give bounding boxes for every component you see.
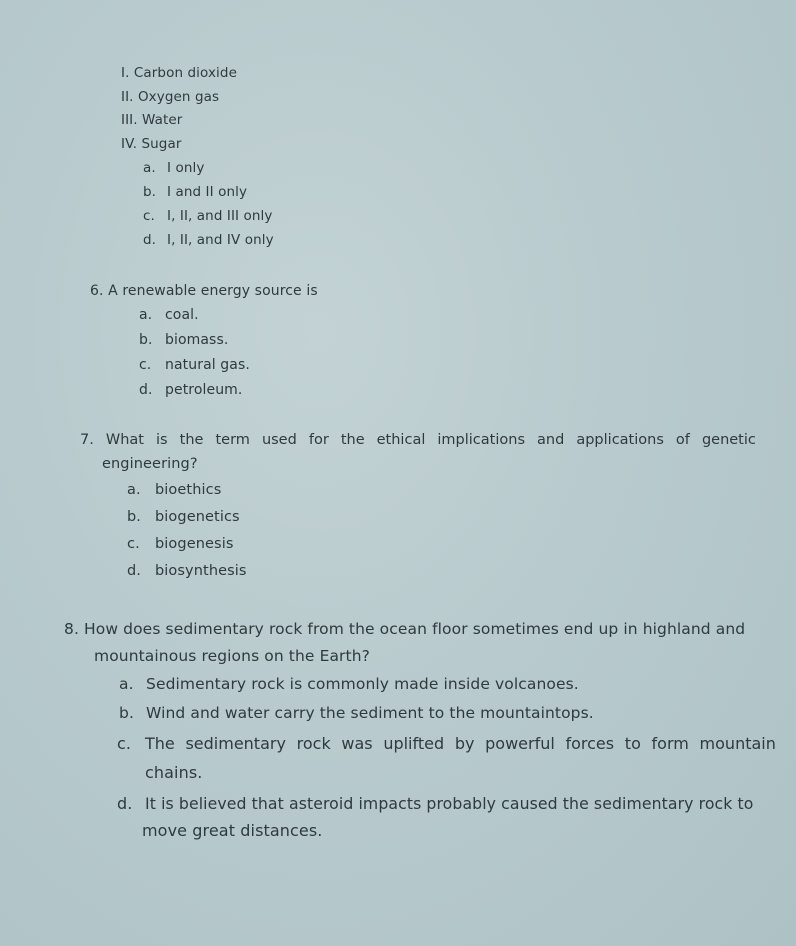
q5-item-iii: III. Water (121, 112, 183, 128)
q5-option-a[interactable] (143, 160, 204, 176)
q5-item-ii: II. Oxygen gas (121, 89, 220, 105)
q7-word: the (340, 432, 365, 448)
option-text: I, II, and IV only (167, 232, 274, 248)
option-letter: c. (143, 208, 155, 224)
q8c-word: forces (565, 734, 615, 753)
q8-option-c-line1[interactable] (145, 734, 776, 753)
q6-stem: 6. A renewable energy source is (90, 283, 318, 299)
option-text: biomass. (165, 332, 229, 348)
q8c-word: The (145, 734, 175, 753)
q7-option-d[interactable] (127, 563, 247, 579)
q5-option-c[interactable] (143, 208, 273, 224)
option-letter: c. (127, 536, 140, 552)
q7-word: term (215, 432, 250, 448)
q8-option-b[interactable] (119, 704, 594, 722)
option-letter: b. (143, 184, 157, 200)
option-letter: c. (139, 357, 152, 373)
q7-word: for (308, 432, 329, 448)
q7-word: What (105, 432, 144, 448)
option-letter: d. (143, 232, 157, 248)
q8-option-d-letter[interactable]: d. (117, 794, 133, 813)
q7-word: and (537, 432, 565, 448)
option-letter: d. (139, 382, 153, 398)
option-letter: a. (127, 482, 141, 498)
option-text: Sedimentary rock is commonly made inside volcanoes. (146, 675, 579, 693)
q8c-word: powerful (485, 734, 555, 753)
option-text: biosynthesis (155, 563, 247, 579)
q7-option-a[interactable] (127, 482, 221, 498)
option-text: I and II only (167, 184, 248, 200)
q8-stem-line1: 8. How does sedimentary rock from the ocean floor sometimes end up in highland and (64, 620, 746, 638)
q8c-word: by (454, 734, 475, 753)
q7-word: used (261, 432, 297, 448)
q7-word: of (675, 432, 690, 448)
q7-stem-line2: engineering? (102, 456, 198, 472)
q7-word: 7. (80, 432, 94, 448)
q7-word: applications (576, 432, 664, 448)
q8c-word: to (624, 734, 641, 753)
q6-option-c[interactable] (139, 357, 250, 373)
q8c-word: was (341, 734, 373, 753)
q8c-word: rock (296, 734, 331, 753)
option-text: I, II, and III only (167, 208, 273, 224)
q7-word: genetic (701, 432, 756, 448)
option-letter: b. (127, 509, 142, 525)
q7-word: is (156, 432, 168, 448)
q7-word: implications (437, 432, 525, 448)
q7-option-b[interactable] (127, 509, 240, 525)
q6-option-d[interactable] (139, 382, 242, 398)
q8-option-c-line2[interactable]: chains. (145, 763, 203, 782)
option-text: biogenesis (155, 536, 234, 552)
option-text: bioethics (155, 482, 222, 498)
q5-item-i: I. Carbon dioxide (121, 65, 237, 81)
q8c-word: mountain (699, 734, 776, 753)
q5-option-d[interactable] (143, 232, 274, 248)
q5-option-b[interactable] (143, 184, 247, 200)
q8c-word: sedimentary (185, 734, 286, 753)
option-letter: a. (119, 675, 134, 693)
option-letter: a. (143, 160, 156, 176)
q8-option-a[interactable] (119, 675, 579, 693)
option-letter: b. (119, 704, 134, 722)
q8c-word: form (651, 734, 689, 753)
q7-word: ethical (376, 432, 426, 448)
q7-stem-line1 (80, 432, 756, 448)
option-text: coal. (165, 307, 199, 323)
option-letter: d. (127, 563, 142, 579)
option-letter: b. (139, 332, 153, 348)
q7-word: the (179, 432, 204, 448)
q6-option-b[interactable] (139, 332, 228, 348)
option-text: natural gas. (165, 357, 250, 373)
q8-option-c-letter[interactable]: c. (117, 734, 132, 753)
q8c-word: uplifted (383, 734, 445, 753)
option-text: biogenetics (155, 509, 240, 525)
option-letter: a. (139, 307, 153, 323)
q5-item-iv: IV. Sugar (121, 136, 182, 152)
option-text: petroleum. (165, 382, 243, 398)
option-text: Wind and water carry the sediment to the mountaintops. (146, 704, 594, 722)
option-text: I only (167, 160, 205, 176)
q7-option-c[interactable] (127, 536, 233, 552)
q8-option-d-line2[interactable]: move great distances. (142, 821, 323, 840)
q6-option-a[interactable] (139, 307, 199, 323)
q8-option-d-line1[interactable]: It is believed that asteroid impacts probably caused the sedimentary rock to (145, 794, 754, 813)
q8-stem-line2: mountainous regions on the Earth? (94, 647, 370, 665)
